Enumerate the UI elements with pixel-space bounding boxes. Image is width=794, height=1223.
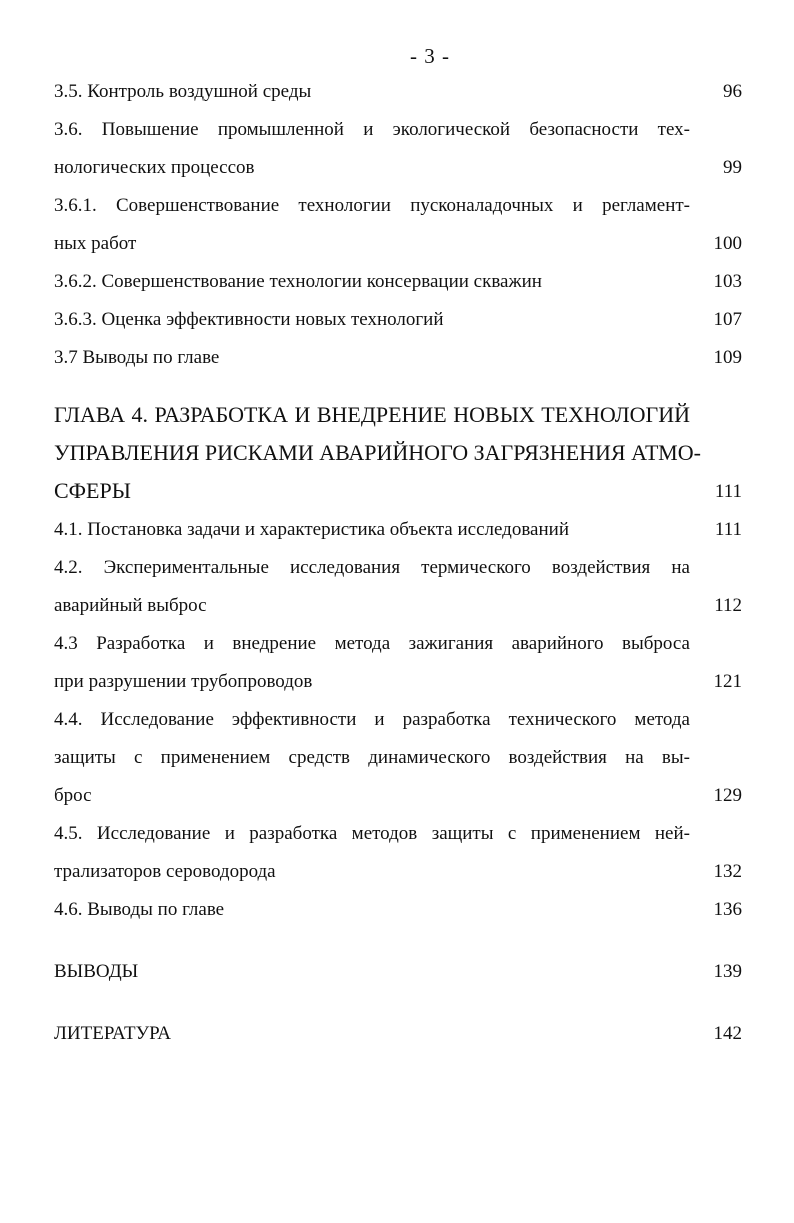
- toc-entry-text: 3.6. Повышение промышленной и экологической безопасности тех-: [54, 119, 690, 140]
- toc-entry-text: трализаторов сероводорода: [54, 861, 276, 882]
- toc-conclusions: [54, 956, 742, 994]
- toc-entry-4-2: [54, 552, 742, 628]
- toc-page-number: 136: [713, 899, 742, 920]
- toc-entry-text: 4.3 Разработка и внедрение метода зажигания аварийного выброса: [54, 633, 690, 654]
- toc-entry-text: 3.5. Контроль воздушной среды: [54, 81, 312, 102]
- toc-entry-4-1: [54, 514, 742, 552]
- toc-entry-text: 4.6. Выводы по главе: [54, 899, 225, 920]
- toc-chapter-4: [54, 400, 742, 514]
- toc-entry-4-4: [54, 704, 742, 818]
- toc-page-number: 129: [713, 785, 742, 806]
- toc-entry-text: 3.7 Выводы по главе: [54, 347, 220, 368]
- toc-page-number: 139: [713, 961, 742, 982]
- toc-entry-text: 3.6.2. Совершенствование технологии консервации скважин: [54, 271, 542, 292]
- toc-section-title: ЛИТЕРАТУРА: [54, 1023, 171, 1044]
- table-of-contents: [54, 76, 742, 1056]
- toc-entry-3-7: [54, 342, 742, 380]
- toc-entry-4-6: [54, 894, 742, 932]
- page-number: - 3 -: [410, 44, 450, 68]
- toc-page-number: 109: [713, 347, 742, 368]
- toc-page-number: 111: [714, 481, 742, 502]
- toc-page-number: 121: [713, 671, 742, 692]
- toc-chapter-title: СФЕРЫ: [54, 478, 131, 503]
- toc-entry-text: при разрушении трубопроводов: [54, 671, 313, 692]
- toc-page-number: 142: [713, 1023, 742, 1044]
- toc-entry-text: нологических процессов: [54, 157, 255, 178]
- toc-entry-text: 4.1. Постановка задачи и характеристика объекта исследований: [54, 519, 569, 540]
- toc-literature: [54, 1018, 742, 1056]
- toc-entry-text: брос: [54, 785, 92, 806]
- toc-entry-text: аварийный выброс: [54, 595, 207, 616]
- toc-entry-3-6-3: [54, 304, 742, 342]
- toc-section-title: ВЫВОДЫ: [54, 961, 139, 982]
- toc-page-number: 107: [713, 309, 742, 330]
- toc-entry-text: 3.6.1. Совершенствование технологии пусконаладочных и регламент-: [54, 195, 690, 216]
- toc-page-number: 112: [714, 595, 742, 616]
- toc-entry-text: 4.4. Исследование эффективности и разработка технического метода: [54, 709, 690, 730]
- toc-page-number: 100: [713, 233, 742, 254]
- toc-entry-3-6: [54, 114, 742, 190]
- toc-page-number: 96: [723, 81, 742, 102]
- toc-entry-3-6-1: [54, 190, 742, 266]
- toc-entry-3-6-2: [54, 266, 742, 304]
- toc-page-number: 132: [713, 861, 742, 882]
- toc-entry-4-3: [54, 628, 742, 704]
- toc-entry-text: защиты с применением средств динамического воздействия на вы-: [54, 747, 690, 768]
- toc-entry-text: ных работ: [54, 233, 137, 254]
- toc-entry-text: 3.6.3. Оценка эффективности новых технологий: [54, 309, 444, 330]
- toc-entry-text: 4.2. Экспериментальные исследования термического воздействия на: [54, 557, 690, 578]
- toc-chapter-title: УПРАВЛЕНИЯ РИСКАМИ АВАРИЙНОГО ЗАГРЯЗНЕНИЯ АТМО-: [54, 440, 701, 465]
- toc-page-number: 103: [713, 271, 742, 292]
- toc-chapter-title: ГЛАВА 4. РАЗРАБОТКА И ВНЕДРЕНИЕ НОВЫХ ТЕХНОЛОГИЙ: [54, 402, 690, 427]
- toc-entry-4-5: [54, 818, 742, 894]
- toc-entry-3-5: [54, 76, 742, 114]
- toc-entry-text: 4.5. Исследование и разработка методов защиты с применением ней-: [54, 823, 690, 844]
- toc-page-number: 99: [723, 157, 742, 178]
- toc-page-number: 111: [714, 519, 742, 540]
